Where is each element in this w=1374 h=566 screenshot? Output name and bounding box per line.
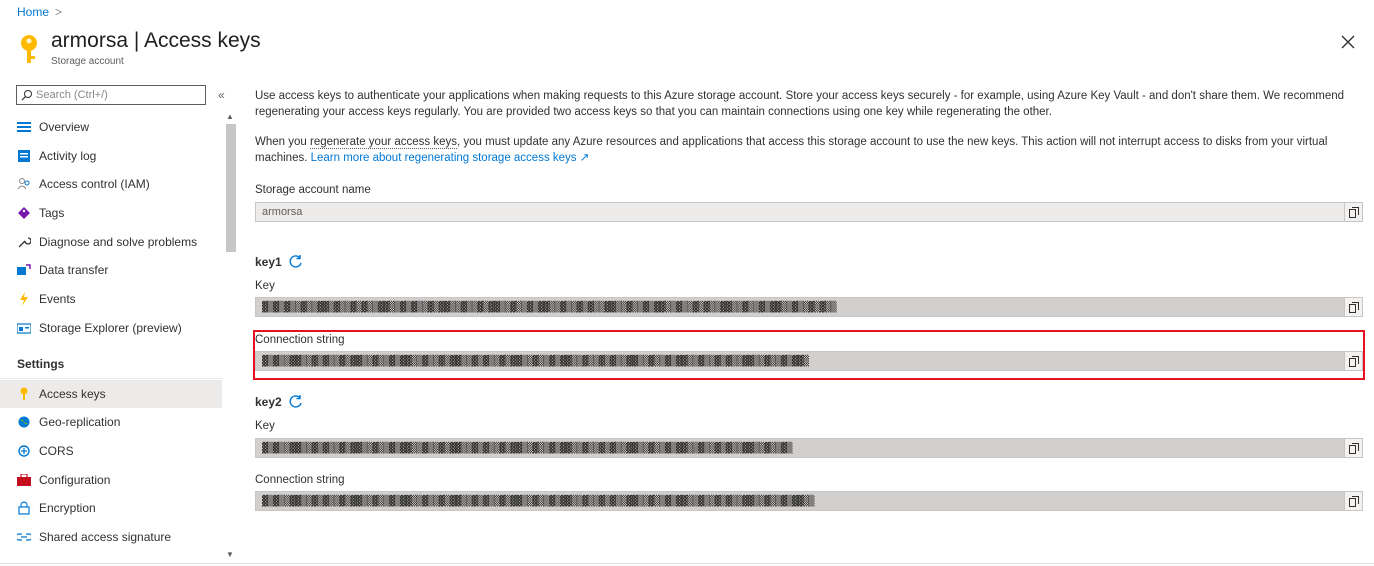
key1-key-label: Key — [255, 280, 275, 292]
sidebar-item-label: Activity log — [39, 149, 97, 163]
sidebar-item-label: Overview — [39, 120, 90, 134]
page-title: armorsa | Access keys — [51, 29, 261, 52]
close-icon — [1336, 30, 1360, 54]
key2-connection-string-field — [255, 491, 1363, 511]
sidebar-item-label: Geo-replication — [39, 415, 121, 429]
regenerate-text — [255, 134, 1355, 166]
sidebar-item-geo-replication[interactable] — [0, 408, 222, 436]
overview-icon — [17, 120, 31, 134]
breadcrumb — [17, 5, 62, 19]
sidebar-item-encryption[interactable] — [0, 494, 222, 522]
key-icon — [17, 34, 41, 66]
copy-icon — [1349, 496, 1359, 507]
copy-key1-button[interactable] — [1344, 298, 1362, 316]
sidebar-item-label: Access keys — [39, 387, 106, 401]
search-placeholder: Search (Ctrl+/) — [36, 89, 108, 101]
sidebar-item-tags[interactable] — [0, 199, 222, 227]
sidebar-item-activity-log[interactable] — [0, 142, 222, 170]
sidebar-item-iam[interactable] — [0, 170, 222, 198]
refresh-icon — [288, 394, 303, 409]
sidebar-item-label: Tags — [39, 206, 65, 220]
link-icon — [17, 530, 31, 544]
page-header — [17, 28, 261, 72]
sidebar-item-shared-access-signature[interactable] — [0, 523, 222, 551]
key1-title: key1 — [255, 254, 282, 269]
key1-connection-string-label: Connection string — [255, 334, 345, 346]
lightning-icon — [17, 292, 31, 306]
collapse-sidebar-button[interactable]: « — [218, 88, 225, 102]
wrench-icon — [17, 235, 31, 249]
key-icon — [17, 387, 31, 401]
key2-key-field — [255, 438, 1363, 458]
regenerate-text-start: When you — [255, 136, 310, 148]
storage-explorer-icon — [17, 321, 31, 335]
scroll-up-icon[interactable]: ▲ — [226, 112, 234, 121]
sidebar-divider — [0, 378, 222, 379]
search-icon — [21, 89, 33, 101]
page-subtitle: Storage account — [51, 56, 124, 67]
intro-text: Use access keys to authenticate your applications when making requests to this Azure storage account. Store your access keys securely - for example, using Azure Key Vault - and don't share them. We recommend regenerating your access keys regularly. You are provided two access keys so that you can maintain connections using one key while regenerating the other. — [255, 90, 1345, 118]
scroll-thumb[interactable] — [226, 124, 236, 252]
regenerate-key1-button[interactable] — [288, 254, 303, 269]
sidebar-item-label: Storage Explorer (preview) — [39, 321, 182, 335]
lock-icon — [17, 501, 31, 515]
sidebar-item-configuration[interactable] — [0, 466, 222, 494]
sidebar-item-overview[interactable] — [0, 113, 222, 141]
key2-connection-string-label: Connection string — [255, 474, 345, 486]
sidebar-scrollbar[interactable] — [224, 112, 236, 564]
key2-header — [255, 394, 303, 409]
copy-storage-account-name-button[interactable] — [1344, 203, 1362, 221]
refresh-icon — [288, 254, 303, 269]
scroll-down-icon[interactable]: ▼ — [226, 550, 234, 559]
sidebar-item-cors[interactable] — [0, 437, 222, 465]
sidebar-item-label: Encryption — [39, 501, 96, 515]
sidebar-item-label: Events — [39, 292, 76, 306]
sidebar — [0, 84, 238, 566]
copy-icon — [1349, 207, 1359, 218]
sidebar-item-label: Access control (IAM) — [39, 177, 150, 191]
copy-icon — [1349, 302, 1359, 313]
sidebar-item-data-transfer[interactable] — [0, 256, 222, 284]
cors-icon — [17, 444, 31, 458]
sidebar-item-access-keys[interactable] — [0, 380, 222, 408]
key2-key-label: Key — [255, 420, 275, 432]
sidebar-item-label: Diagnose and solve problems — [39, 235, 198, 249]
tag-icon — [17, 206, 31, 220]
regenerate-text-end: , you must update any Azure resources and applications that access this storage account to use the new keys. This action will not interrupt access to disks from your virtual machines. — [255, 136, 1328, 164]
connection-string-highlight — [253, 330, 1365, 380]
key2-connection-string-value: ▓▒▓▒▒▓▓▒▒▓▒▓▒▒▓▒▓▓▒▒▓▒▒▓▒▓▓▒▒▓▒▒▓▒▓▓▒▒▓▒▓▒▒▓▒▓▓▒▒▓▒▒▓▒▓▓▒▒▓▒▒▓▒▓▒▒▓▓▒▒▓▒▒▓▒▓▓▒▒▓▒▒▓▒▓▒▒▓▓▒▒▓▒▒▓▒▓▓▒▒ — [262, 495, 815, 507]
storage-account-name-field — [255, 202, 1363, 222]
learn-more-link[interactable]: Learn more about regenerating storage access keys — [310, 152, 577, 164]
iam-icon — [17, 177, 31, 191]
key1-key-field — [255, 297, 1363, 317]
regenerate-key2-button[interactable] — [288, 394, 303, 409]
bottom-divider — [0, 563, 1374, 564]
key1-key-value: ▓▒▓▒▓▒▒▓▒▒▓▓▒▓▒▒▓▒▓▒▒▓▓▒▒▓▒▓▒▒▓▒▓▓▒▒▓▒▒▓▒▓▓▒▒▓▒▒▓▒▓▓▒▒▓▒▒▓▒▓▒▒▓▓▒▒▓▒▒▓▒▓▓▒▒▓▒▒▓▒▓▒▒▓▓▒▒▓▒▒▓▒▓▓▒▒▓▒▒▓▒▓▒▒ — [262, 301, 837, 313]
external-link-icon: ↗ — [576, 152, 590, 164]
key2-title: key2 — [255, 394, 282, 409]
data-transfer-icon — [17, 263, 31, 277]
storage-account-name-value: armorsa — [262, 206, 303, 218]
close-button[interactable] — [1336, 30, 1360, 54]
sidebar-item-label: Configuration — [39, 473, 111, 487]
sidebar-item-events[interactable] — [0, 285, 222, 313]
sidebar-item-storage-explorer[interactable] — [0, 314, 222, 342]
sidebar-item-label: CORS — [39, 444, 74, 458]
regenerate-keys-term: regenerate your access keys — [309, 136, 458, 148]
breadcrumb-home-link[interactable]: Home — [17, 5, 50, 19]
copy-icon — [1349, 443, 1359, 454]
settings-section-header: Settings — [17, 357, 65, 371]
breadcrumb-separator: > — [55, 5, 63, 19]
sidebar-item-label: Shared access signature — [39, 530, 172, 544]
copy-key2-button[interactable] — [1344, 439, 1362, 457]
key2-key-value: ▓▒▓▒▒▓▓▒▒▓▒▓▒▒▓▒▓▓▒▒▓▒▒▓▒▓▓▒▒▓▒▒▓▒▓▓▒▒▓▒▓▒▒▓▒▓▓▒▒▓▒▒▓▒▓▓▒▒▓▒▒▓▒▓▒▒▓▓▒▒▓▒▒▓▒▓▓▒▒▓▒▒▓▒▓▒▒▓▓▒▒▓▒▒▓▒ — [262, 442, 792, 454]
sidebar-item-diagnose[interactable] — [0, 228, 222, 256]
copy-key2-connection-string-button[interactable] — [1344, 492, 1362, 510]
globe-icon — [17, 415, 31, 429]
storage-account-name-label: Storage account name — [255, 184, 371, 196]
activity-log-icon — [17, 149, 31, 163]
configuration-icon — [17, 473, 31, 487]
key1-connection-string-value: ▓▒▓▒▒▓▓▒▒▓▒▓▒▒▓▒▓▓▒▒▓▒▒▓▒▓▓▒▒▓▒▒▓▒▓▓▒▒▓▒▓▒▒▓▒▓▓▒▒▓▒▒▓▒▓▓▒▒▓▒▒▓▒▓▒▒▓▓▒▒▓▒▒▓▒▓▓▒▒▓▒▒▓▒▓▒▒▓▓▒▒▓▒▒▓▒▓▓▒ — [262, 355, 809, 367]
sidebar-item-label: Data transfer — [39, 263, 109, 277]
search-input[interactable] — [16, 85, 206, 105]
key1-header — [255, 254, 303, 269]
